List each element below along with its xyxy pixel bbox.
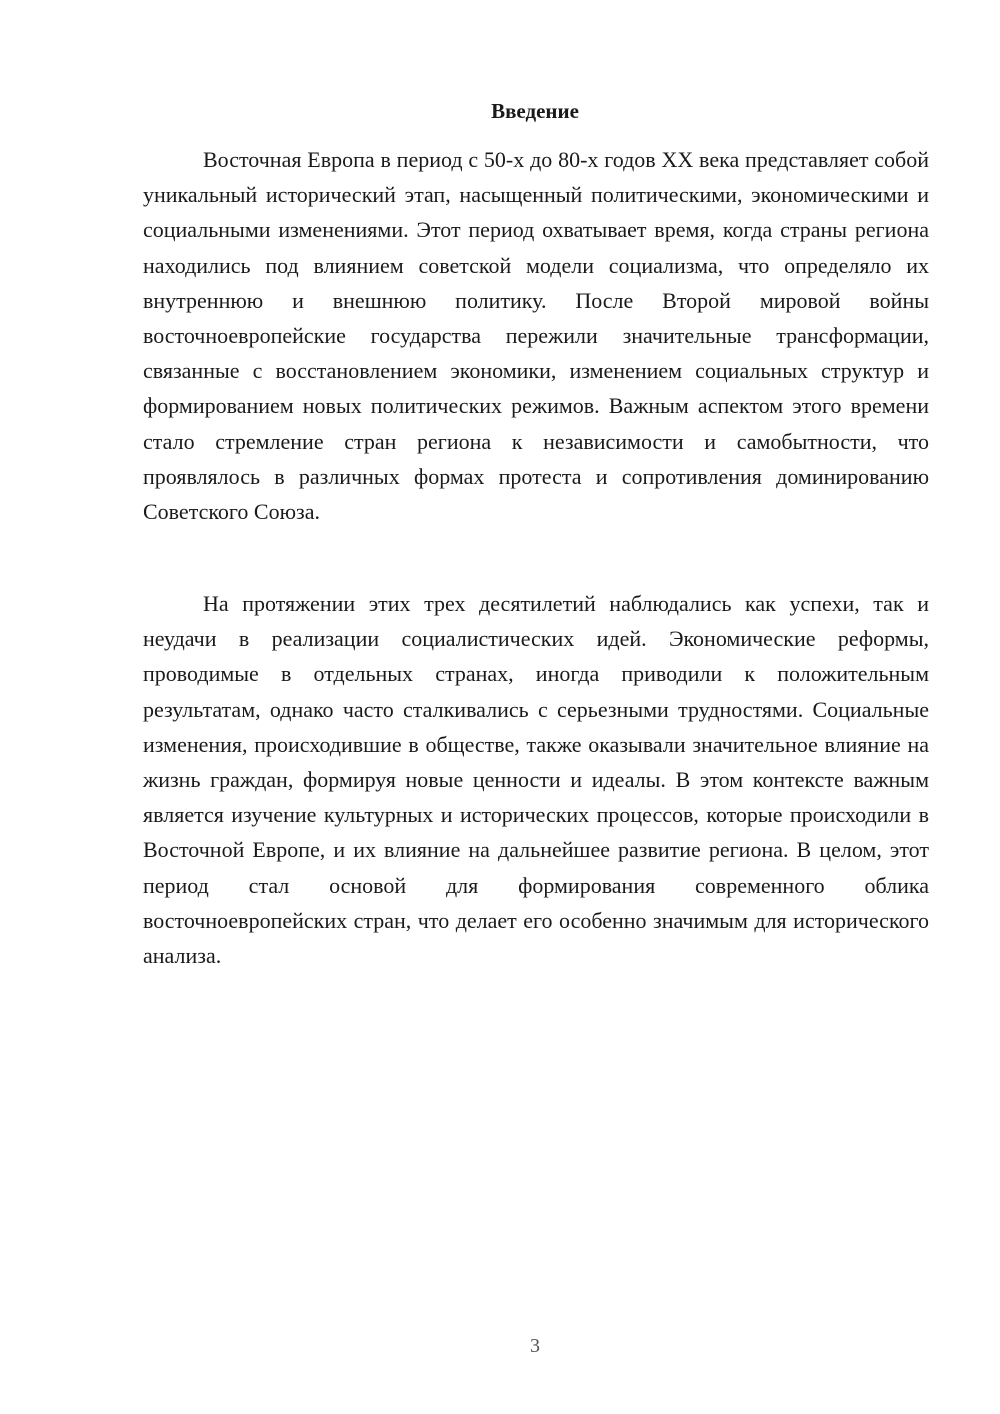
paragraph-1: Восточная Европа в период с 50-х до 80-х годов XX века представляет собой уникальный исторический этап, насыщенный политическими, экономическими и социальными изменениями. Этот период охватывает время, когда страны региона находились под влиянием советской модели социализма, что определяло их внутреннюю и внешнюю политику. После Второй мировой войны восточноевропейские государства пережили значительные трансформации, связанные с восстановлением экономики, изменением социальных структур и формированием новых политических режимов. Важным аспектом этого времени стало стремление стран региона к независимости и самобытности, что проявлялось в различных формах протеста и сопротивления доминированию Советского Союза. [143,147,929,525]
paragraph-block-2 [143,586,929,973]
section-heading: Введение [491,99,579,123]
paragraph-block-1 [143,142,929,529]
paragraph-2: На протяжении этих трех десятилетий наблюдались как успехи, так и неудачи в реализации социалистических идей. Экономические реформы, проводимые в отдельных странах, иногда приводили к положительным результатам, однако часто сталкивались с серьезными трудностями. Социальные изменения, происходившие в обществе, также оказывали значительное влияние на жизнь граждан, формируя новые ценности и идеалы. В этом контексте важным является изучение культурных и исторических процессов, которые происходили в Восточной Европе, и их влияние на дальнейшее развитие региона. В целом, этот период стал основой для формирования современного облика восточноевропейских стран, что делает его особенно значимым для исторического анализа. [143,591,929,969]
page-number: 3 [530,1335,540,1357]
